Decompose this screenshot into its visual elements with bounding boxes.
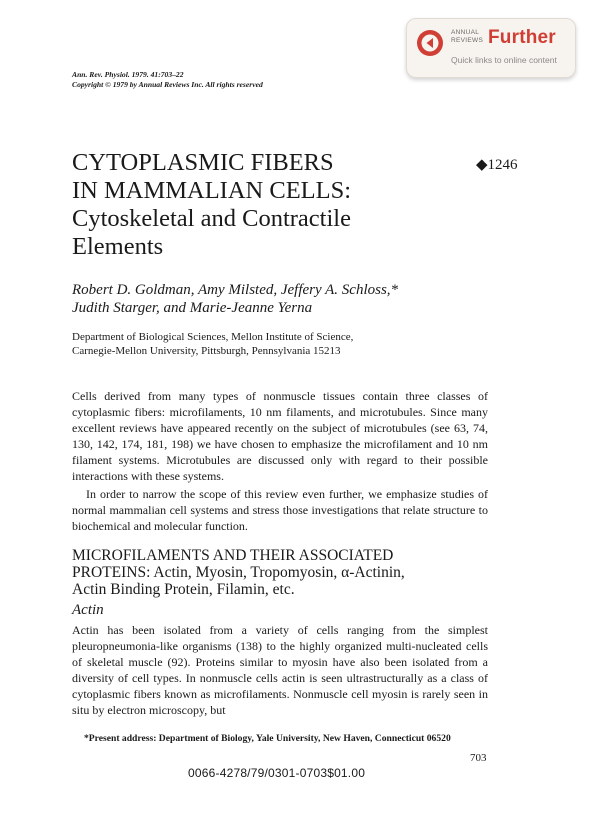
section-heading-line-2: PROTEINS: Actin, Myosin, Tropomyosin, α-Actinin,	[72, 564, 405, 581]
copyright-line: Copyright © 1979 by Annual Reviews Inc. All rights reserved	[72, 80, 263, 89]
section-heading-line-1: MICROFILAMENTS AND THEIR ASSOCIATED	[72, 547, 394, 564]
page-number: 703	[470, 752, 487, 764]
affiliation-line-1: Department of Biological Sciences, Mellon Institute of Science,	[72, 331, 354, 343]
affiliation	[72, 330, 353, 358]
section-heading	[72, 547, 502, 598]
title-line-3: Cytoskeletal and Contractile	[72, 205, 351, 232]
footnote: *Present address: Department of Biology, Yale University, New Haven, Connecticut 06520	[84, 733, 451, 744]
authors-line-1: Robert D. Goldman, Amy Milsted, Jeffery A. Schloss,*	[72, 282, 399, 298]
badge-further: Further	[488, 27, 556, 48]
authors-line-2: Judith Starger, and Marie-Jeanne Yerna	[72, 299, 313, 316]
paragraph-intro: Cells derived from many types of nonmuscle tissues contain three classes of cytoplasmic fibers: microfilaments, 10 nm filaments, and microtubules. Since many excellent reviews have appeared recently on the subject of microtubules (see 63, 74, 130, 142, 174, 181, 198) we have chosen to emphasize the microfilament and 10 nm filament systems. Microtubules are discussed only with regard to their possible interactions with these systems.	[72, 389, 488, 483]
issn-code: 0066-4278/79/0301-0703$01.00	[188, 766, 366, 780]
annual-reviews-further-link[interactable]	[406, 18, 576, 78]
article-title	[72, 149, 452, 261]
title-line-4: Elements	[72, 233, 164, 260]
badge-reviews: REVIEWS	[451, 36, 484, 44]
title-line-1: CYTOPLASMIC FIBERS	[72, 149, 334, 176]
affiliation-line-2: Carnegie-Mellon University, Pittsburgh, Pennsylvania 15213	[72, 345, 341, 357]
section-heading-line-3: Actin Binding Protein, Filamin, etc.	[72, 581, 295, 598]
article-code: ◆1246	[476, 157, 518, 173]
further-logo-icon	[416, 29, 444, 57]
paragraph-scope: In order to narrow the scope of this review even further, we emphasize studies of normal mammalian cell systems and stress those investigations that relate structure to biochemical and molecular function.	[72, 487, 488, 533]
badge-tagline: Quick links to online content	[451, 55, 557, 65]
paragraph-actin: Actin has been isolated from a variety of cells ranging from the simplest pleuropneumonia-like organisms (138) to the highly organized multi-nucleated cells of skeletal muscle (92). Proteins similar to myosin have also been isolated from a diversity of cell types. In nonmuscle cells actin is seen ultrastructurally as a class of cytoplasmic fibers known as microfilaments. Nonmuscle cell myosin is rarely seen in situ by electron microscopy, but	[72, 623, 488, 717]
title-line-2: IN MAMMALIAN CELLS:	[72, 177, 352, 204]
subsection-heading: Actin	[72, 602, 104, 618]
badge-publisher-text	[451, 29, 483, 44]
author-list	[72, 282, 398, 317]
badge-annual: ANNUAL	[451, 29, 480, 36]
citation-line: Ann. Rev. Physiol. 1979. 41:703–22	[72, 70, 184, 79]
